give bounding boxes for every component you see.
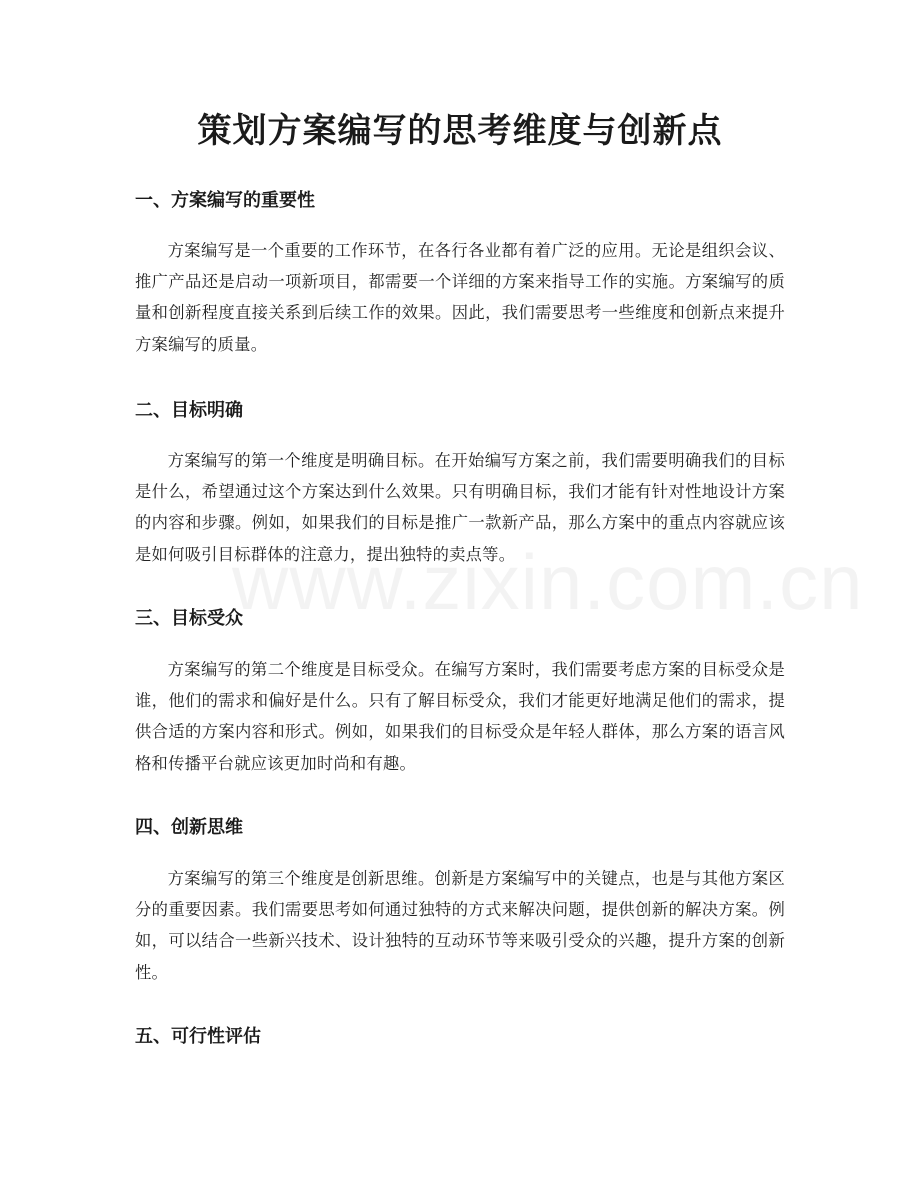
section-paragraph-importance: 方案编写是一个重要的工作环节，在各行各业都有着广泛的应用。无论是组织会议、推广产品还是启动一项新项目，都需要一个详细的方案来指导工作的实施。方案编写的质量和创新程度直接关系到后续工作的效果。因此，我们需要思考一些维度和创新点来提升方案编写的质量。 <box>135 241 785 354</box>
section-paragraph-clear-goal: 方案编写的第一个维度是明确目标。在开始编写方案之前，我们需要明确我们的目标是什么，希望通过这个方案达到什么效果。只有明确目标，我们才能有针对性地设计方案的内容和步骤。例如，如果我们的目标是推广一款新产品，那么方案中的重点内容就应该是如何吸引目标群体的注意力，提出独特的卖点等。 <box>135 451 785 564</box>
section-heading-audience: 三、目标受众 <box>135 608 243 629</box>
section-heading-clear-goal: 二、目标明确 <box>135 400 243 421</box>
section-paragraph-audience: 方案编写的第二个维度是目标受众。在编写方案时，我们需要考虑方案的目标受众是谁，他们的需求和偏好是什么。只有了解目标受众，我们才能更好地满足他们的需求，提供合适的方案内容和形式。例如，如果我们的目标受众是年轻人群体，那么方案的语言风格和传播平台就应该更加时尚和有趣。 <box>135 660 785 773</box>
section-heading-innovation: 四、创新思维 <box>135 817 243 838</box>
section-heading-feasibility: 五、可行性评估 <box>135 1026 261 1047</box>
document-title: 策划方案编写的思考维度与创新点 <box>197 111 723 151</box>
section-paragraph-innovation: 方案编写的第三个维度是创新思维。创新是方案编写中的关键点，也是与其他方案区分的重要因素。我们需要思考如何通过独特的方式来解决问题，提供创新的解决方案。例如，可以结合一些新兴技术、设计独特的互动环节等来吸引受众的兴趣，提升方案的创新性。 <box>135 869 785 982</box>
section-heading-importance: 一、方案编写的重要性 <box>135 190 315 211</box>
